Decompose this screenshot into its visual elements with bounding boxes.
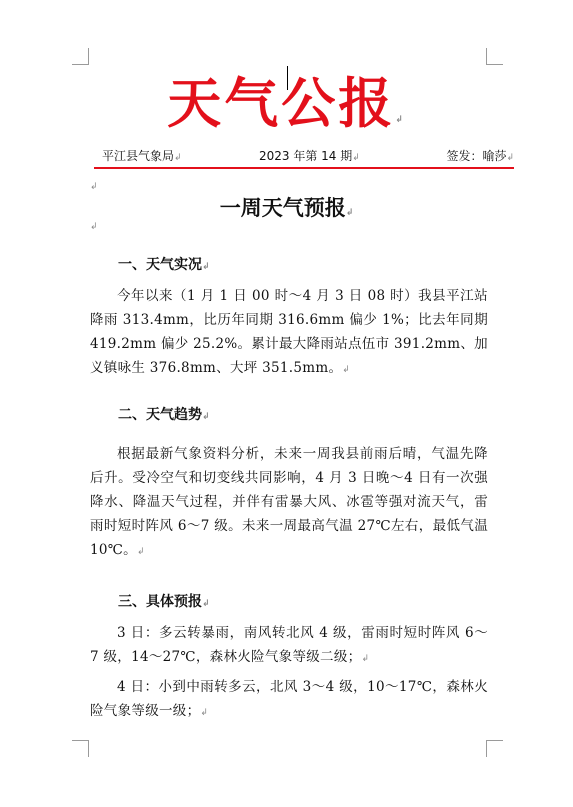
document-heading-text: 一周天气预报 [219,196,346,220]
issue-number: 2023 年第 14 期 [259,149,353,163]
header-meta-row [94,146,514,166]
paragraph-mark-icon: ↲ [200,708,209,718]
corner-mark-bottom-right [486,740,503,757]
section-heading-text: 二、天气趋势 [118,407,202,423]
paragraph-text: 4 日：小到中雨转多云，北风 3～4 级，10～17℃，森林火险气象等级一级； [90,679,488,719]
paragraph-mark-icon: ↲ [136,547,145,557]
paragraph-mark-icon: ↲ [352,153,360,163]
paragraph-mark-icon: ↲ [202,412,210,422]
bulletin-title-text: 天气公报 [167,72,396,135]
paragraph-mark-icon: ↲ [202,599,210,609]
paragraph-text: 今年以来（1 月 1 日 00 时～4 月 3 日 08 时）我县平江站降雨 313.4mm，比历年同期 316.6mm 偏少 1%；比去年同期 419.2mm 偏少 25.2%。累计最大降雨站点伍市 391.2mm、加义镇咏生 376.8mm、大坪 351.5mm。 [90,288,488,376]
paragraph-mark-icon: ↲ [90,182,98,192]
paragraph-mark-icon: ↲ [342,365,351,375]
section-heading-forecast[interactable] [118,591,210,611]
paragraph-weather-actual[interactable] [90,284,488,382]
signer-label: 签发：喻莎 [446,149,507,163]
section-heading-text: 三、具体预报 [118,594,202,610]
paragraph-mark-icon: ↲ [506,153,514,163]
paragraph-forecast-day4[interactable] [90,675,488,725]
paragraph-mark-icon: ↲ [174,153,182,163]
paragraph-mark-icon: ↲ [395,115,406,125]
document-heading[interactable] [0,194,573,227]
paragraph-text: 3 日：多云转暴雨，南风转北风 4 级，雷雨时短时阵风 6～7 级，14～27℃，森林火险气象等级二级； [90,625,488,665]
paragraph-forecast-day3[interactable] [90,621,488,671]
section-heading-trend[interactable] [118,404,210,424]
paragraph-mark-icon: ↲ [361,654,370,664]
corner-mark-bottom-left [72,740,89,757]
section-heading-actual[interactable] [118,254,210,274]
paragraph-mark-icon: ↲ [202,262,210,272]
red-divider-line [94,167,514,169]
bulletin-title[interactable] [0,72,573,152]
section-heading-text: 一、天气实况 [118,257,202,273]
paragraph-mark-icon: ↲ [90,222,98,232]
corner-mark-top-right [486,48,503,65]
paragraph-text: 根据最新气象资料分析，未来一周我县前雨后晴，气温先降后升。受冷空气和切变线共同影响，4 月 3 日晚～4 日有一次强降水、降温天气过程，并伴有雷暴大风、冰雹等强对流天气，雷雨时短时阵风 6～7 级。未来一周最高气温 27℃左右，最低气温 10℃。 [90,446,488,558]
paragraph-mark-icon: ↲ [345,208,354,218]
paragraph-weather-trend[interactable] [90,442,488,564]
corner-mark-top-left [72,48,89,65]
issuer-label: 平江县气象局 [102,149,175,163]
